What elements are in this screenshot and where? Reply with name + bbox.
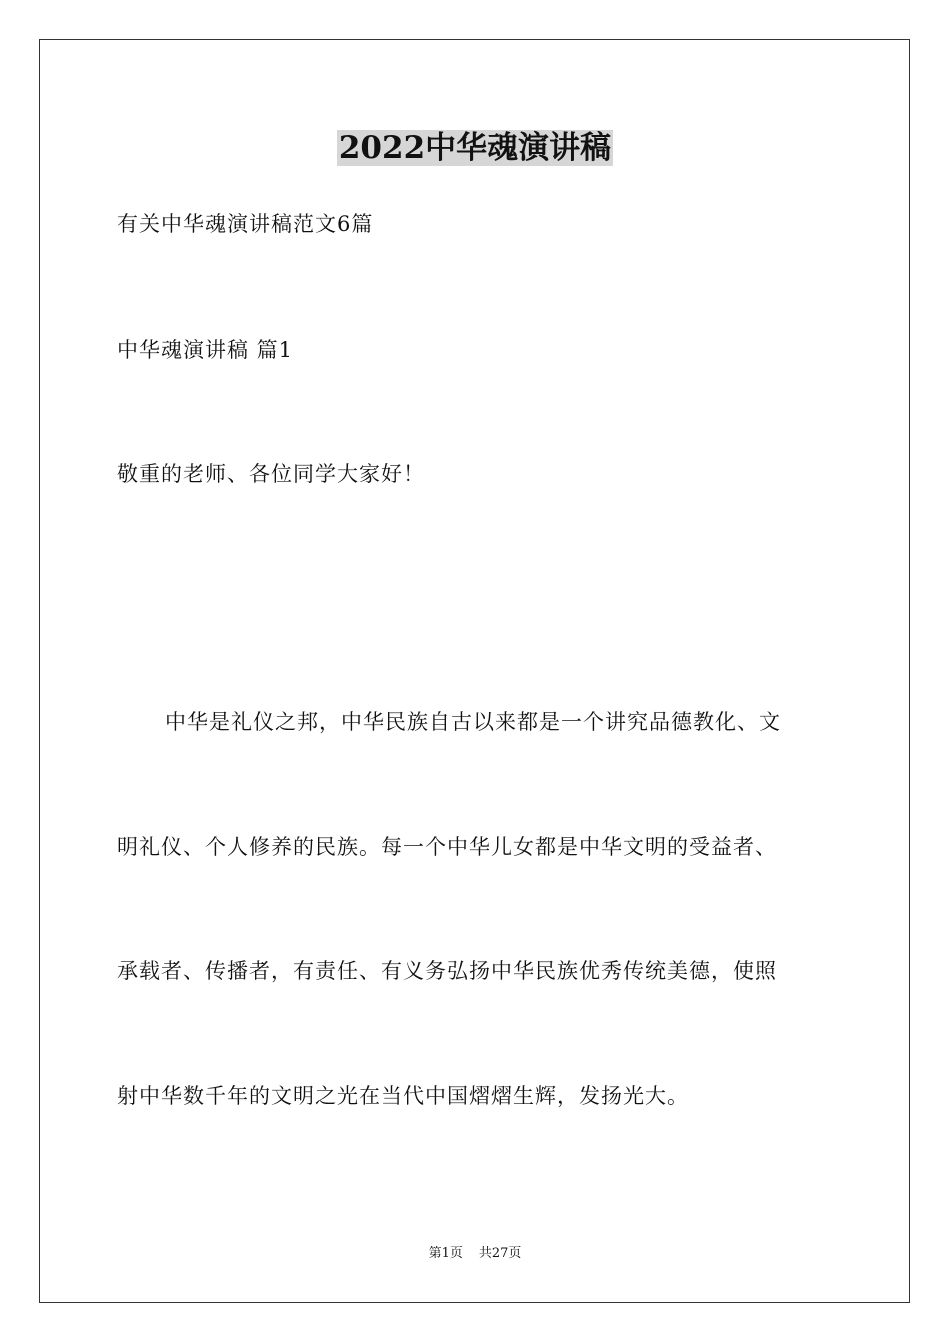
greeting-line: 敬重的老师、各位同学大家好！ (117, 462, 425, 486)
document-title-text: 2022中华魂演讲稿 (338, 130, 612, 166)
paragraph-line: 射中华数千年的文明之光在当代中国熠熠生辉，发扬光大。 (117, 1084, 689, 1108)
paragraph-line: 承载者、传播者，有责任、有义务弘扬中华民族优秀传统美德，使照 (117, 959, 777, 983)
paragraph-line: 中华是礼仪之邦，中华民族自古以来都是一个讲究品德教化、文 (165, 710, 781, 734)
section-heading: 中华魂演讲稿 篇1 (117, 338, 294, 362)
paragraph-line: 明礼仪、个人修养的民族。每一个中华儿女都是中华文明的受益者、 (117, 835, 777, 859)
document-subtitle: 有关中华魂演讲稿范文6篇 (117, 212, 374, 236)
page-total: 共27页 (478, 1246, 522, 1261)
page-number: 第1页 (428, 1246, 463, 1261)
document-title (0, 128, 950, 168)
page-footer (0, 1245, 950, 1263)
